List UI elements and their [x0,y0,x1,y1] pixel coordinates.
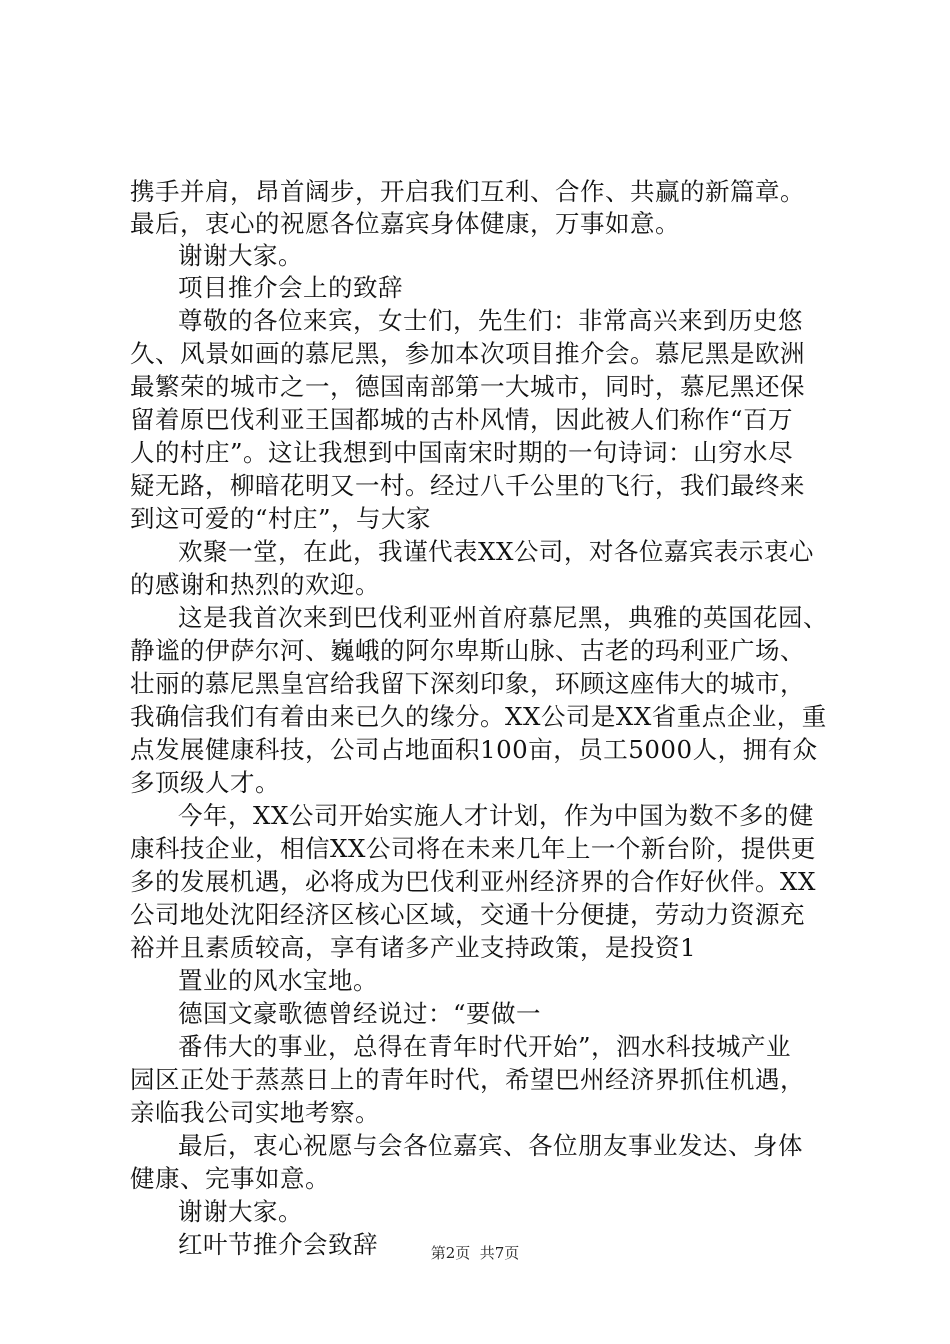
page-number-label: 第2页 共7页 [430,1244,520,1262]
text-line: 谢谢大家。 [178,241,303,270]
text-line: 点发展健康科技，公司占地面积100亩，员工5000人，拥有众 [130,735,818,764]
text-line: 裕并且素质较高，享有诸多产业支持政策，是投资1 [130,933,697,962]
text-line: 久、风景如画的慕尼黑，参加本次项目推介会。慕尼黑是欧洲 [130,339,805,368]
text-line: 疑无路，柳暗花明又一村。经过八千公里的飞行，我们最终来 [130,471,805,500]
text-line: 最后，衷心祝愿与会各位嘉宾、各位朋友事业发达、身体 [178,1131,803,1160]
text-line: 番伟大的事业，总得在青年时代开始”，泗水科技城产业 [178,1032,792,1061]
text-line: 置业的风水宝地。 [178,966,378,995]
text-line: 园区正处于蒸蒸日上的青年时代，希望巴州经济界抓住机遇， [130,1065,805,1094]
text-line: 我确信我们有着由来已久的缘分。XX公司是XX省重点企业，重 [130,702,827,731]
text-line: 壮丽的慕尼黑皇宫给我留下深刻印象，环顾这座伟大的城市， [130,669,805,698]
text-line: 人的村庄”。这让我想到中国南宋时期的一句诗词：山穷水尽 [130,438,794,467]
text-line: 尊敬的各位来宾，女士们，先生们：非常高兴来到历史悠 [178,306,803,335]
text-line: 公司地处沈阳经济区核心区域，交通十分便捷，劳动力资源充 [130,900,805,929]
text-line: 携手并肩，昂首阔步，开启我们互利、合作、共赢的新篇章。 [130,177,805,206]
text-line: 健康、完事如意。 [130,1164,330,1193]
text-line: 康科技企业，相信XX公司将在未来几年上一个新台阶，提供更 [130,834,816,863]
text-line: 最繁荣的城市之一，德国南部第一大城市，同时，慕尼黑还保 [130,372,805,401]
page-footer [0,1243,950,1263]
section-heading: 红叶节推介会致辞 [178,1230,378,1259]
text-line: 多的发展机遇，必将成为巴伐利亚州经济界的合作好伙伴。XX [130,867,816,896]
text-line: 亲临我公司实地考察。 [130,1098,380,1127]
text-line: 的感谢和热烈的欢迎。 [130,570,380,599]
text-line: 谢谢大家。 [178,1197,303,1226]
text-line: 留着原巴伐利亚王国都城的古朴风情，因此被人们称作“百万 [130,405,794,434]
text-line: 今年，XX公司开始实施人才计划，作为中国为数不多的健 [178,801,814,830]
text-line: 德国文豪歌德曾经说过：“要做一 [178,999,542,1028]
text-line: 最后，衷心的祝愿各位嘉宾身体健康，万事如意。 [130,209,680,238]
section-heading: 项目推介会上的致辞 [178,273,403,302]
text-line: 欢聚一堂，在此，我谨代表XX公司，对各位嘉宾表示衷心 [178,537,814,566]
text-line: 多顶级人才。 [130,768,280,797]
text-line: 静谧的伊萨尔河、巍峨的阿尔卑斯山脉、古老的玛利亚广场、 [130,636,805,665]
text-line: 到这可爱的“村庄”，与大家 [130,504,432,533]
text-line: 这是我首次来到巴伐利亚州首府慕尼黑，典雅的英国花园、 [178,603,828,632]
